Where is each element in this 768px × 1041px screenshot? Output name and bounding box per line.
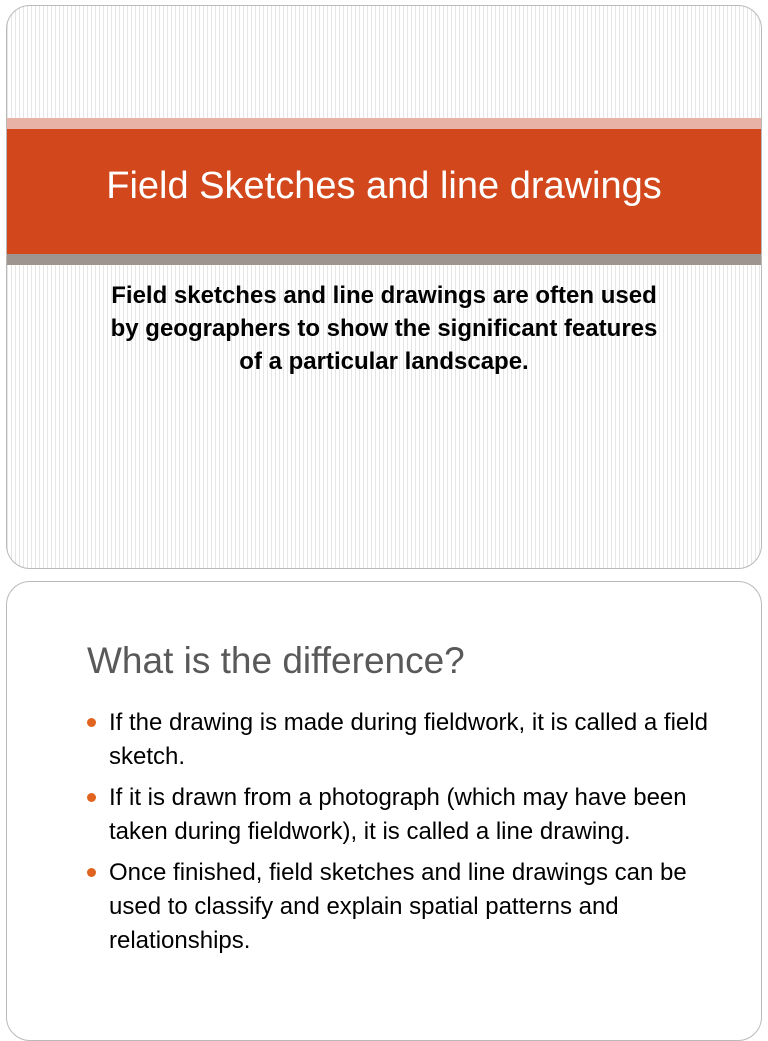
slide-1: [6, 5, 762, 569]
title-band-top-stripe: [7, 118, 761, 129]
slide-2: [6, 581, 762, 1041]
bullet-dot-icon: [87, 793, 96, 802]
slide-1-title: Field Sketches and line drawings: [106, 165, 662, 207]
bullet-text: If it is drawn from a photograph (which may have been taken during fieldwork), it is called a line drawing.: [109, 784, 687, 845]
bullet-list: [87, 706, 727, 965]
bullet-item: [87, 856, 727, 958]
bullet-text: If the drawing is made during fieldwork, it is called a field sketch.: [109, 709, 708, 770]
bullet-item: [87, 706, 727, 774]
title-band: [7, 129, 761, 254]
title-band-bottom-stripe: [7, 254, 761, 265]
bullet-dot-icon: [87, 718, 96, 727]
slide-2-title: What is the difference?: [87, 640, 465, 681]
slide-1-body: Field sketches and line drawings are often used by geographers to show the significant features of a particular landscape.: [110, 282, 658, 375]
bullet-item: [87, 781, 727, 849]
bullet-dot-icon: [87, 868, 96, 877]
bullet-text: Once finished, field sketches and line drawings can be used to classify and explain spatial patterns and relationships.: [109, 859, 687, 954]
